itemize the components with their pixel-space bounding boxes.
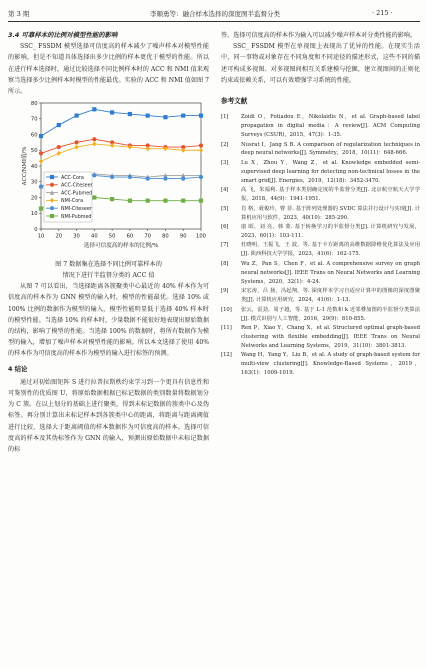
reference-text: Wang H，Yang Y，Liu B，et al. A study of graph-based system for multi-view clustering[J]. Knowledge-Based Systems，2019，163(1)：1009-1019.	[241, 352, 420, 377]
right-column	[221, 30, 420, 379]
data-point-nmi-pubmed	[110, 197, 114, 201]
reference-text: 肖 格，聂俊玲，曹 菲. 基于阵列处理器的 SVDC 算法并行设计与实现[J]. 计算机应用与软件，2023，40(10)：285-290.	[241, 205, 420, 221]
data-point-acc-citeseer	[74, 140, 78, 144]
data-point-acc-cora	[181, 114, 185, 118]
x-tick-label: 100	[196, 233, 206, 240]
issue-number: 第 3 期	[8, 10, 30, 18]
data-point-acc-cora	[199, 114, 203, 118]
y-tick-label: 80	[30, 101, 38, 108]
data-point-nmi-citeseer	[199, 175, 203, 179]
data-point-nmi-cora	[57, 151, 61, 156]
reference-number: [6]	[221, 224, 229, 231]
legend-marker	[50, 183, 54, 187]
data-point-nmi-pubmed	[199, 199, 203, 203]
x-tick-label: 30	[73, 233, 80, 240]
reference-number: [2]	[221, 141, 229, 148]
data-point-acc-cora	[74, 114, 78, 118]
reference-item	[221, 351, 420, 378]
references-title: 参考文献	[221, 97, 248, 106]
y-tick-label: 40	[30, 164, 38, 171]
y-tick-label: 60	[30, 132, 38, 139]
legend-marker	[50, 206, 54, 210]
series-line-acc-cora	[41, 110, 201, 137]
legend-label: NMI-Cora	[61, 199, 84, 205]
x-tick-label: 10	[37, 233, 45, 240]
reference-text: 高 飞，朱福利. 基于样本类别确定度的半监督分类[J]. 北京航空航天大学学报，2018，44(9)：1941-1951.	[241, 187, 420, 203]
section-3-4-title: 3.4 可靠样本的比例对模型性能的影响	[8, 31, 118, 39]
data-point-acc-cora	[57, 123, 61, 127]
conclusion-continuation: 签。选择可信度高的样本作为输入可以减少噪声样本对分类性能的影响。	[221, 32, 416, 39]
reference-item	[221, 223, 420, 241]
reference-item	[221, 186, 420, 204]
legend-label: NMI-Citeseer	[61, 207, 92, 213]
conclusion-paragraph: 通过对初始图矩阵 S 进行拉普拉斯秩约束学习到一个更具有信息性和可鉴别性的优质图 U，将原始数据根据已标记数据的类别数量将数据划分为 C 簇。在以上划分的基础上进行聚类，得到未标记数据的簇类中心及伪标签。再分别计算出未标记样本到各簇类中心的距离，将距离与距离阈值进行比较，选择大于距离阈值的样本数据作为可信度高的样本。选择可信度高的样本及其伪标签作为 GNN 的输入，预测出原始数据中未标记数据的标	[8, 378, 209, 454]
data-point-acc-citeseer	[57, 145, 61, 149]
reference-item	[221, 205, 420, 223]
data-point-nmi-cora	[39, 159, 43, 164]
data-point-nmi-pubmed	[128, 199, 132, 203]
line-chart	[8, 97, 209, 255]
reference-item	[221, 159, 420, 186]
reference-item	[221, 113, 420, 140]
reference-number: [1]	[221, 114, 229, 121]
data-point-nmi-citeseer	[110, 175, 114, 179]
reference-item	[221, 141, 420, 159]
analysis-paragraph: 从图 7 可以看出，当选择距离各簇聚类中心最近的 40% 样本作为可信度高的样本作为 GNN 模型的输入时，模型的性能最优。选择 10% 或 100% 比例的数据作为模型的输入，模型性能明显低于选择 40% 样本时的模型性能。当选择 10% 的样本时，少量数据不能很好地表现出原始数据的结构，影响了模型的性能。当选择 100% 的数据时，将所有数据作为模型的输入，增加了噪声样本对模型性能的影响。所以本文选择了使用 40% 的样本作为可信度高的样本作为模型的输入进行标签的预测。	[8, 283, 209, 358]
reference-text: 杜晓明，王振飞，王 波，等. 基于卡方距离的高维数据降维优化算法及应用[J]. 陕西科技大学学报，2023，41(6)：162-175.	[241, 242, 420, 258]
data-point-acc-cora	[92, 107, 96, 111]
data-point-acc-citeseer	[199, 144, 203, 148]
reference-item	[221, 260, 420, 287]
y-tick-label: 30	[30, 179, 38, 186]
reference-text: Ren P，Xiao Y，Chang X，et al. Structured optimal graph-based clustering with flexible embedding[J]. IEEE Trans on Neural Networks and Learning Systems，2019，31(10)：3801-3813.	[241, 325, 420, 349]
data-point-acc-cora	[39, 134, 43, 138]
data-point-acc-cora	[110, 111, 114, 115]
data-point-nmi-cora	[199, 148, 203, 153]
data-point-nmi-citeseer	[92, 174, 96, 178]
legend-label: ACC-Cora	[61, 176, 84, 182]
x-tick-label: 60	[126, 233, 134, 240]
running-title: 李顺勇等：融合样本选择的深度图半监督分类	[150, 10, 280, 18]
reference-item	[221, 241, 420, 259]
x-tick-label: 50	[108, 233, 116, 240]
x-tick-label: 40	[91, 233, 98, 240]
y-tick-label: 10	[30, 211, 38, 218]
x-tick-label: 80	[162, 233, 169, 240]
reference-number: [7]	[221, 242, 229, 249]
conclusion-paragraph-2: SSC_ FSSDM 模型在单视图上表现出了优异的性能。在现实生活中，同一事物或对象存在不同角度和不同途径的描述形式，这些不同的描述可构成多视图。对多视图间相互关系建模与挖掘，建立视图间的正则化约束或依赖关系，可以有效增强学习系统的性能。	[221, 43, 420, 84]
reference-number: [12]	[221, 352, 232, 359]
left-column	[8, 30, 209, 455]
data-point-nmi-pubmed	[146, 199, 150, 203]
data-point-nmi-cora	[92, 142, 96, 147]
figure-7-caption	[8, 259, 209, 281]
data-point-nmi-pubmed	[39, 207, 43, 211]
section-3-4-paragraph: SSC_ FSSDM 模型选择可信度高的样本减少了噪声样本对模型性能的影响，但是不知道具体选择出多少比例的样本更优于模型的性能。所以在进行样本选择时，通过比较选择不同比例样本时的 ACC 和 NMI 值来观察当选择多少比例样本时模型的性能最优。实验的 ACC 和 NMI 值如图 7 所示。	[8, 43, 209, 96]
section-4-title: 4 结论	[8, 364, 28, 373]
caption-line-2: 情况下进行半监督分类的 ACC 值	[62, 272, 155, 280]
data-point-nmi-citeseer	[146, 177, 150, 181]
data-point-nmi-citeseer	[163, 177, 167, 181]
data-point-nmi-citeseer	[181, 177, 185, 181]
legend-marker	[50, 214, 54, 218]
x-tick-label: 20	[55, 233, 63, 240]
legend-marker	[50, 175, 54, 179]
reference-number: [10]	[221, 306, 232, 313]
data-point-acc-cora	[128, 112, 132, 116]
legend-label: NMI-Pubmed	[61, 215, 92, 221]
reference-item	[221, 287, 420, 305]
data-point-acc-cora	[146, 114, 150, 118]
reference-number: [3]	[221, 159, 229, 166]
page-number: · 215 ·	[372, 9, 393, 17]
data-point-nmi-citeseer	[39, 185, 43, 189]
data-point-acc-citeseer	[92, 137, 96, 141]
reference-number: [5]	[221, 205, 229, 212]
y-tick-label: 20	[30, 195, 38, 202]
series-line-nmi-cora	[41, 144, 201, 161]
legend-label: ACC-Pubmed	[61, 191, 93, 197]
reference-text: Lu X，Zhou Y，Wang Z，et al. Knowledge embedded semi-supervised deep learning for detecting non-technical losses in the smart grid[J]. Energies，2019，12(18)：3452-3470.	[241, 159, 420, 184]
reference-text: 张云，雷劲，周子越，等. 基于 L-1 范数和 k 近邻叠加图的半监督分类算法[J]. 模式识别与人工智能，2016，29(9)：810-855.	[241, 306, 420, 322]
reference-item	[221, 306, 420, 324]
x-tick-label: 90	[179, 233, 187, 240]
y-tick-label: 70	[30, 116, 38, 123]
x-tick-label: 70	[144, 233, 151, 240]
reference-text: 康 昭，刘 亮，韩 蒙. 基于转换学习的半监督分类[J]. 计算机研究与发展，2023，60(1)：103-111.	[241, 224, 420, 239]
data-point-nmi-citeseer	[128, 175, 132, 179]
legend-label: ACC-Citeseer	[61, 183, 93, 189]
reference-item	[221, 324, 420, 351]
reference-number: [4]	[221, 187, 229, 194]
x-axis-label: 选择可信度高的样本的比例/%	[83, 243, 159, 250]
page-header	[0, 0, 427, 26]
data-point-nmi-pubmed	[163, 199, 167, 203]
data-point-nmi-cora	[74, 145, 78, 150]
y-tick-label: 50	[30, 148, 38, 155]
y-axis-label: ACC/NMI值/%	[22, 146, 28, 186]
reference-text: Zoidi O，Fotiadou E，Nikolaidis N，et al. Graph-based label propagation in digital media：A review[J]. ACM Computing Surveys (CSUR)，2015，47(3)：1-35.	[241, 114, 420, 139]
references-list	[221, 113, 420, 378]
reference-number: [11]	[221, 325, 232, 331]
reference-text: 宋宏涛，吕 扬，冯起翔，等. 深度样本学习自适应计算中的图像的深度图聚类[J]. 计算机应用研究，2024，41(6)：1-13.	[241, 288, 420, 304]
reference-text: Wu Z，Pan S，Chen F，et al. A comprehensive survey on graph neural networks[J]. IEEE Trans on Neural Networks and Learning Systems，2020，32(1)：4-24.	[241, 260, 420, 285]
header-rule	[8, 21, 420, 22]
reference-number: [9]	[221, 288, 229, 295]
data-point-acc-citeseer	[39, 152, 43, 156]
figure-7-chart	[8, 97, 209, 255]
data-point-nmi-pubmed	[92, 196, 96, 200]
y-tick-label: 0	[34, 227, 38, 234]
caption-line-1: 图 7 数据集在选择不同比例可靠样本的	[55, 261, 162, 269]
data-point-nmi-pubmed	[181, 199, 185, 203]
reference-text: Nusrat I，Jang S B. A comparison of regularization techniques in deep neural networks[J]. Symmetry，2018，10(11)：648-666.	[241, 141, 420, 157]
reference-number: [8]	[221, 260, 229, 267]
data-point-acc-cora	[163, 115, 167, 119]
